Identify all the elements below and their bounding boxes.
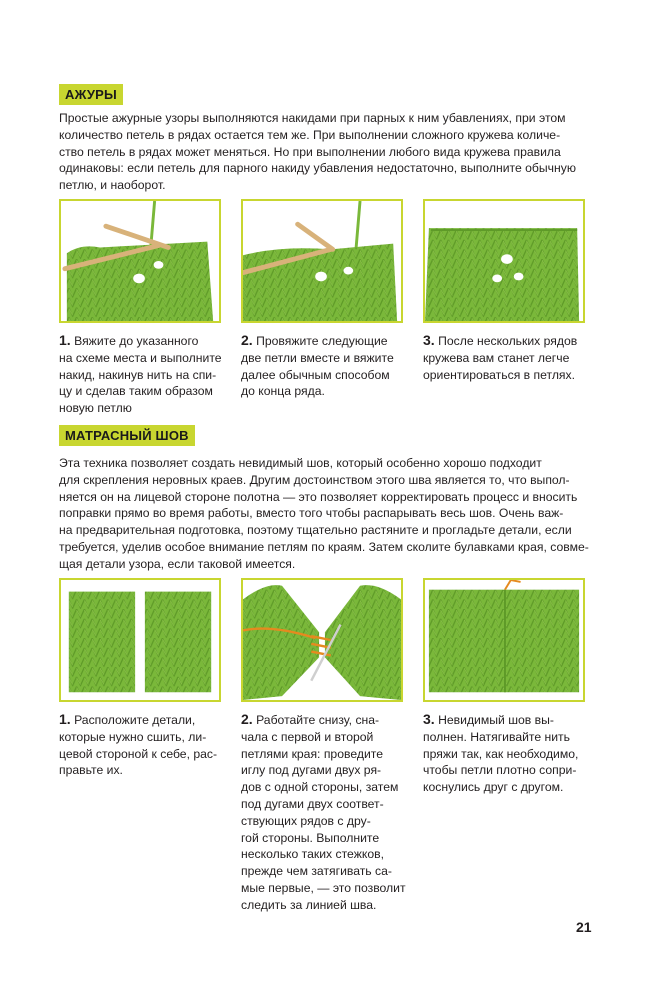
section1-paragraph: [59, 110, 597, 194]
caption-line: далее обычным способом: [241, 367, 390, 382]
caption-line: накид, накинув нить на спи-: [59, 367, 217, 382]
caption-line: [59, 711, 217, 729]
caption-text: Работайте снизу, сна-: [256, 713, 380, 727]
caption-line: дов с одной стороны, затем: [241, 780, 399, 795]
caption-line: гой стороны. Выполните: [241, 830, 380, 845]
caption-line: до конца ряда.: [241, 384, 325, 399]
seam-step1-caption: [59, 711, 217, 779]
paragraph-line: количество петель в рядах остается тем же. При выполнении сложного кружева количе-: [59, 127, 561, 142]
paragraph-line: петлю, и наоборот.: [59, 178, 166, 193]
caption-line: [241, 332, 394, 350]
caption-line: цу и сделав таким образом: [59, 384, 213, 399]
paragraph-line: щая детали узора, если таковой имеется.: [59, 556, 296, 571]
caption-line: правьте их.: [59, 763, 123, 778]
caption-line: чтобы петли плотно сопри-: [423, 763, 577, 778]
caption-line: чала с первой и второй: [241, 729, 374, 744]
lace-step3-photo: [423, 199, 585, 323]
seam-step3-caption: [423, 711, 578, 796]
caption-line: цевой стороной к себе, рас-: [59, 746, 218, 761]
caption-line: кружева вам станет легче: [423, 350, 570, 365]
caption-text: Провяжите следующие: [256, 334, 388, 348]
caption-line: прежде чем затягивать са-: [241, 864, 392, 879]
paragraph-line: для скрепления неровных краев. Другим достоинством этого шва является то, что выпол-: [59, 472, 570, 487]
paragraph-line: одинаковы: если петель для парного накиду убавления недостаточно, выполните обычную: [59, 161, 576, 176]
caption-line: пряжи так, как необходимо,: [423, 746, 579, 761]
paragraph-line: ство петель в рядах может меняться. Но при выполнении любого вида кружева правила: [59, 144, 561, 159]
step-number: 1.: [59, 332, 71, 348]
caption-line: коснулись друг с другом.: [423, 780, 564, 795]
caption-line: две петли вместе и вяжите: [241, 350, 394, 365]
caption-text: После нескольких рядов: [438, 334, 578, 348]
lace-step3-caption: [423, 332, 577, 383]
caption-line: петлями края: проведите: [241, 746, 383, 761]
paragraph-line: поправки прямо во время работы, вместо того чтобы распарывать весь шов. Очень важ-: [59, 506, 564, 521]
paragraph-line: Эта техника позволяет создать невидимый шов, который особенно хорошо подходит: [59, 456, 542, 470]
caption-line: следить за линией шва.: [241, 897, 377, 912]
lace-step1-caption: [59, 332, 222, 417]
step-number: 2.: [241, 332, 253, 348]
caption-line: которые нужно сшить, ли-: [59, 729, 207, 744]
lace-step2-photo: [241, 199, 403, 323]
lace-step2-caption: [241, 332, 394, 400]
step-number: 3.: [423, 711, 435, 727]
step-number: 1.: [59, 711, 71, 727]
caption-line: полнен. Натягивайте нить: [423, 729, 570, 744]
seam-step3-photo: [423, 578, 585, 702]
paragraph-line: Простые ажурные узоры выполняются накидами при парных к ним убавлениях, при этом: [59, 111, 566, 125]
caption-line: новую петлю: [59, 401, 132, 416]
caption-text: Расположите детали,: [74, 713, 196, 727]
caption-line: под дугами двух соответ-: [241, 796, 384, 811]
section-label-azhury: АЖУРЫ: [59, 84, 123, 105]
caption-line: на схеме места и выполните: [59, 350, 222, 365]
caption-line: несколько таких стежков,: [241, 847, 384, 862]
step-number: 2.: [241, 711, 253, 727]
paragraph-line: на предварительная подготовка, поэтому тщательно растяните и прогладьте детали, если: [59, 523, 572, 538]
seam-step2-caption: [241, 711, 406, 914]
caption-line: ориентироваться в петлях.: [423, 367, 576, 382]
caption-line: [59, 332, 222, 350]
caption-line: [423, 332, 577, 350]
section-label-matrasny-shov: МАТРАСНЫЙ ШОВ: [59, 425, 195, 446]
paragraph-line: требуется, уделив особое внимание петлям по краям. Затем сколите булавками края, совме-: [59, 539, 589, 554]
lace-step1-photo: [59, 199, 221, 323]
caption-line: иглу под дугами двух ря-: [241, 763, 382, 778]
caption-line: [423, 711, 578, 729]
paragraph-line: няется он на лицевой стороне полотна — это позволяет корректировать процесс и вносить: [59, 489, 578, 504]
page-number: 21: [576, 919, 592, 935]
caption-line: ствующих рядов с дру-: [241, 813, 371, 828]
section2-paragraph: [59, 455, 597, 573]
caption-text: Вяжите до указанного: [74, 334, 199, 348]
caption-line: [241, 711, 406, 729]
step-number: 3.: [423, 332, 435, 348]
caption-line: мые первые, — это позволит: [241, 880, 406, 895]
caption-text: Невидимый шов вы-: [438, 713, 554, 727]
seam-step1-photo: [59, 578, 221, 702]
seam-step2-photo: [241, 578, 403, 702]
